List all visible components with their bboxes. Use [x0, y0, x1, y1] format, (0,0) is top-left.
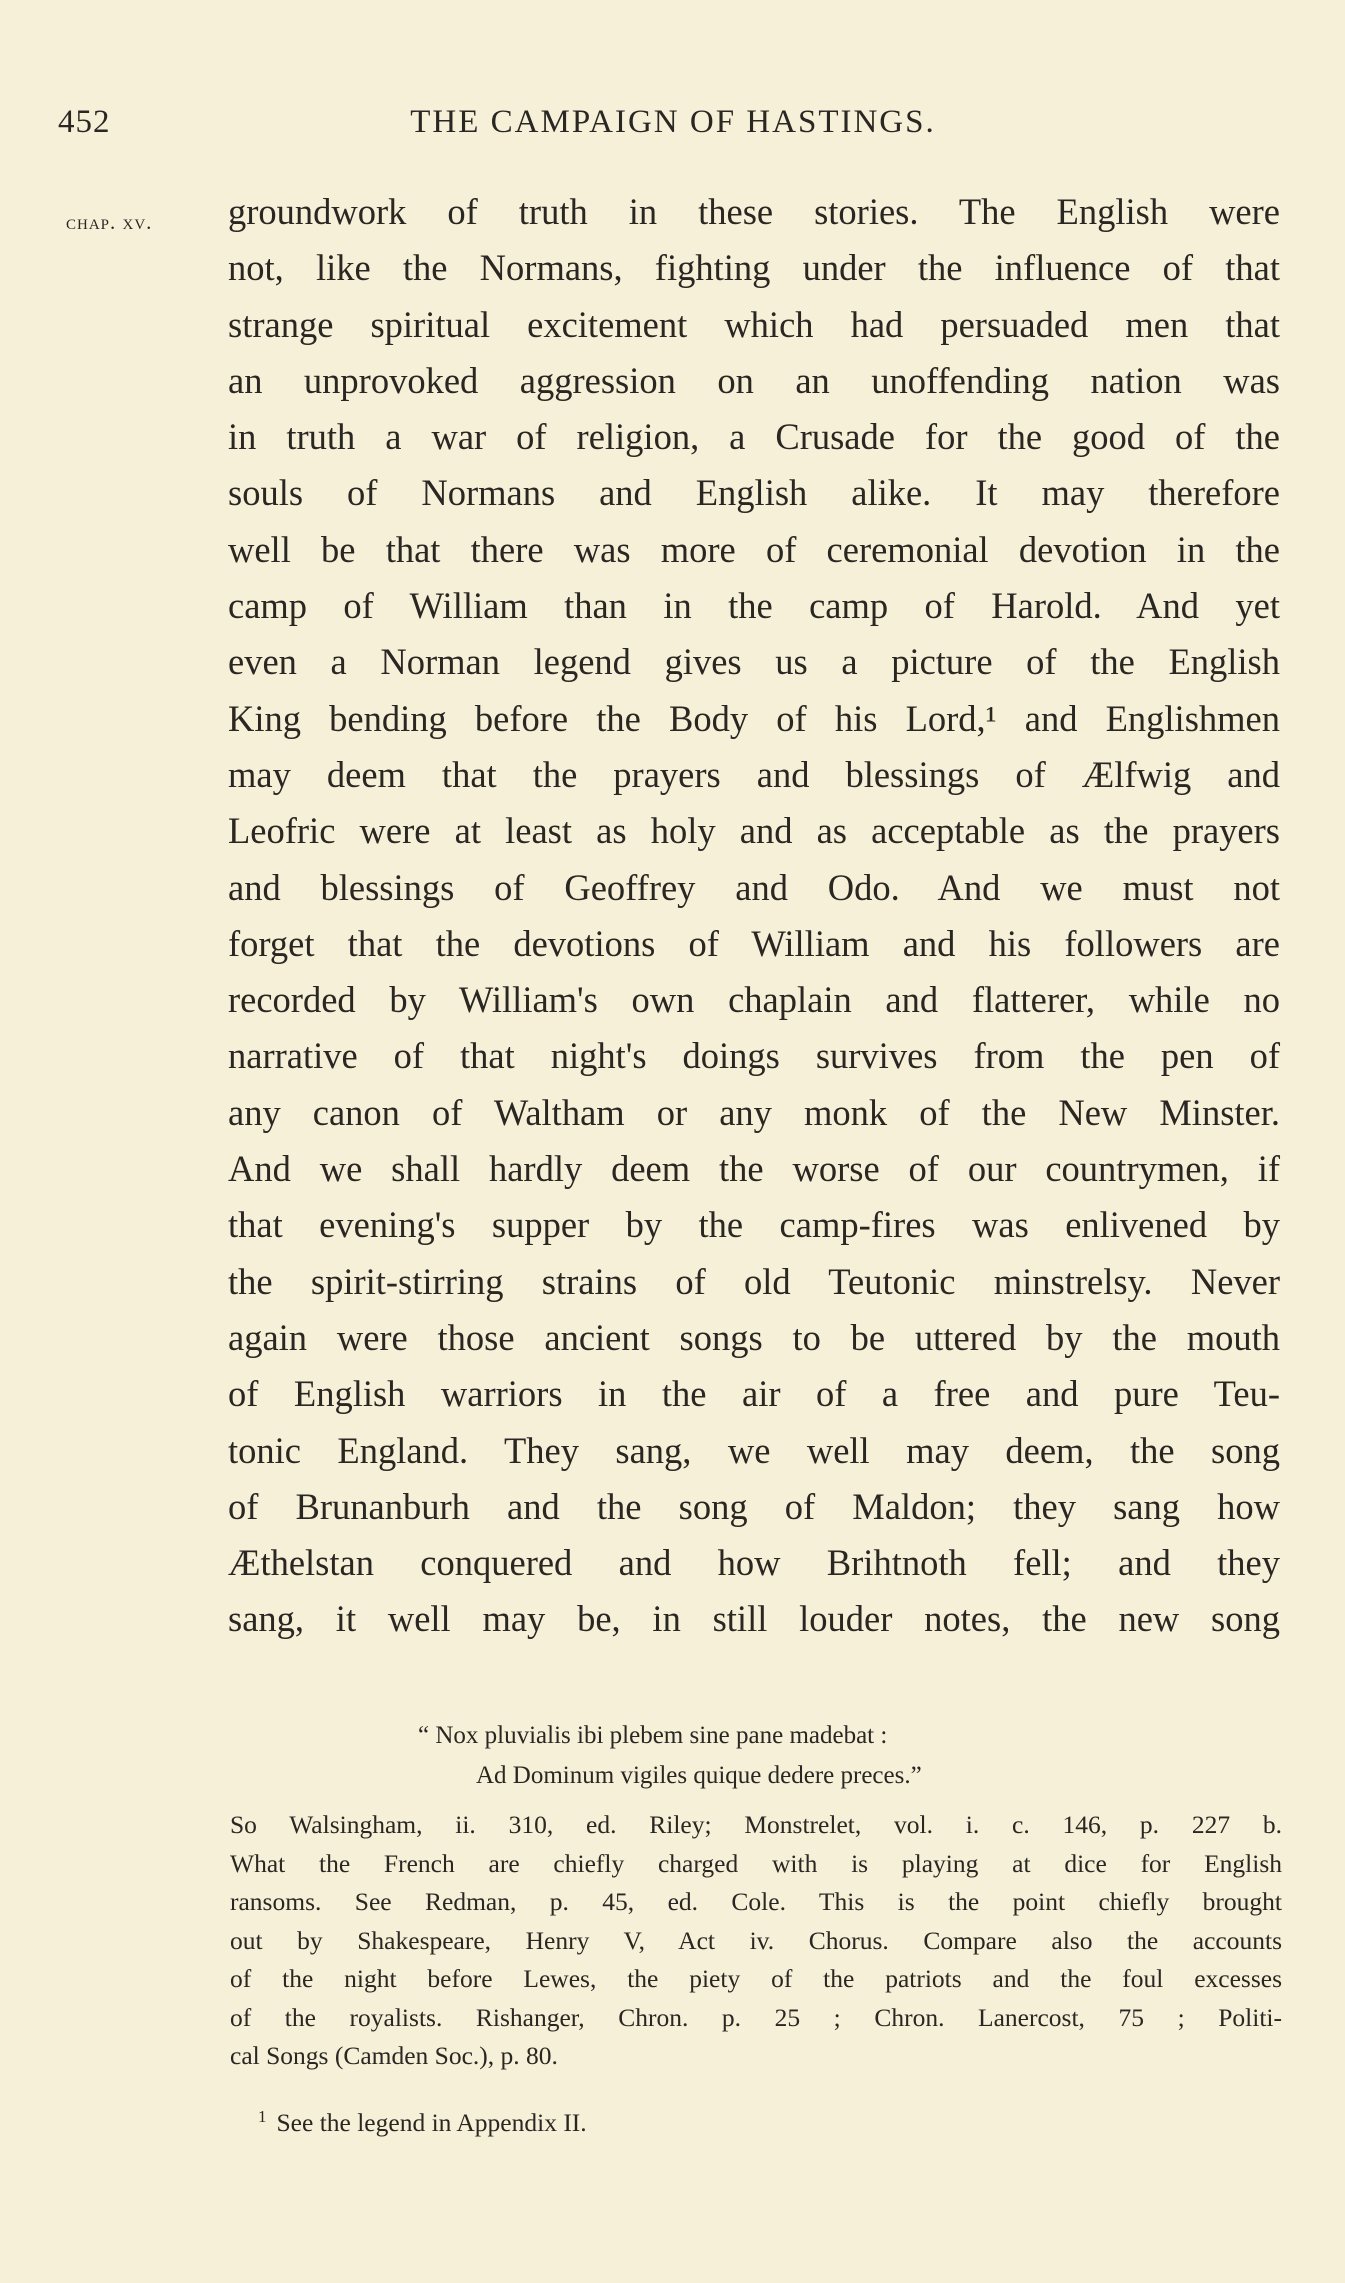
body-line: and blessings of Geoffrey and Odo. And we must not	[228, 866, 1280, 908]
body-line: well be that there was more of ceremonial devotion in the	[228, 528, 1280, 570]
footnote-line: of the night before Lewes, the piety of the patriots and the foul excesses	[230, 1964, 1282, 1993]
footnote-line: out by Shakespeare, Henry V, Act iv. Chorus. Compare also the accounts	[230, 1925, 1282, 1955]
footnote-marker: 1	[258, 2107, 267, 2126]
chapter-margin-note: chap. xv.	[66, 210, 153, 234]
footnote-line: of the royalists. Rishanger, Chron. p. 25 ; Chron. Lanercost, 75 ; Politi-	[230, 2002, 1282, 2032]
body-line: an unprovoked aggression on an unoffending nation was	[228, 359, 1280, 401]
body-line: narrative of that night's doings survives from the pen of	[228, 1035, 1280, 1077]
running-head	[58, 104, 1288, 154]
body-line: Æthelstan conquered and how Brihtnoth fell; and they	[228, 1542, 1280, 1584]
body-line: not, like the Normans, fighting under the influence of that	[228, 247, 1280, 289]
body-line: sang, it well may be, in still louder notes, the new song	[228, 1598, 1280, 1640]
body-line: And we shall hardly deem the worse of our countrymen, if	[228, 1148, 1280, 1190]
body-line: that evening's supper by the camp-fires was enlivened by	[228, 1204, 1280, 1246]
body-line: forget that the devotions of William and his followers are	[228, 922, 1280, 964]
body-line: even a Norman legend gives us a picture of the English	[228, 641, 1280, 683]
page-number: 452	[58, 104, 111, 140]
body-line: camp of William than in the camp of Harold. And yet	[228, 585, 1280, 627]
body-line: groundwork of truth in these stories. The English were	[228, 191, 1280, 232]
quotation-line-2: Ad Dominum vigiles quique dedere preces.”	[476, 1762, 922, 1789]
quotation-line-1: “ Nox pluvialis ibi plebem sine pane madebat :	[418, 1722, 888, 1749]
body-line: again were those ancient songs to be uttered by the mouth	[228, 1316, 1280, 1358]
footnote-text: See the legend in Appendix II.	[276, 2108, 587, 2137]
body-line: recorded by William's own chaplain and flatterer, while no	[228, 979, 1280, 1021]
body-line: of English warriors in the air of a free and pure Teu-	[228, 1373, 1280, 1415]
footnote-line: cal Songs (Camden Soc.), p. 80.	[230, 2041, 558, 2070]
body-line: may deem that the prayers and blessings of Ælfwig and	[228, 753, 1280, 795]
body-line: tonic England. They sang, we well may deem, the song	[228, 1429, 1280, 1471]
footnote-1	[258, 2098, 587, 2142]
body-line: of Brunanburh and the song of Maldon; they sang how	[228, 1485, 1280, 1527]
footnote-line: ransoms. See Redman, p. 45, ed. Cole. This is the point chiefly brought	[230, 1887, 1282, 1916]
body-line: the spirit-stirring strains of old Teutonic minstrelsy. Never	[228, 1260, 1280, 1302]
body-line: Leofric were at least as holy and as acceptable as the prayers	[228, 810, 1280, 852]
body-text	[228, 184, 1280, 1648]
footnote-line: What the French are chiefly charged with is playing at dice for English	[230, 1848, 1282, 1878]
running-title: THE CAMPAIGN OF HASTINGS.	[410, 104, 936, 140]
body-line: King bending before the Body of his Lord,¹ and Englishmen	[228, 697, 1280, 739]
footnote-continued	[230, 1806, 1282, 2076]
body-line: in truth a war of religion, a Crusade for the good of the	[228, 416, 1280, 458]
body-line: souls of Normans and English alike. It may therefore	[228, 472, 1280, 514]
body-line: strange spiritual excitement which had persuaded men that	[228, 303, 1280, 345]
footnote-line: So Walsingham, ii. 310, ed. Riley; Monstrelet, vol. i. c. 146, p. 227 b.	[230, 1810, 1282, 1839]
body-line: any canon of Waltham or any monk of the New Minster.	[228, 1091, 1280, 1133]
